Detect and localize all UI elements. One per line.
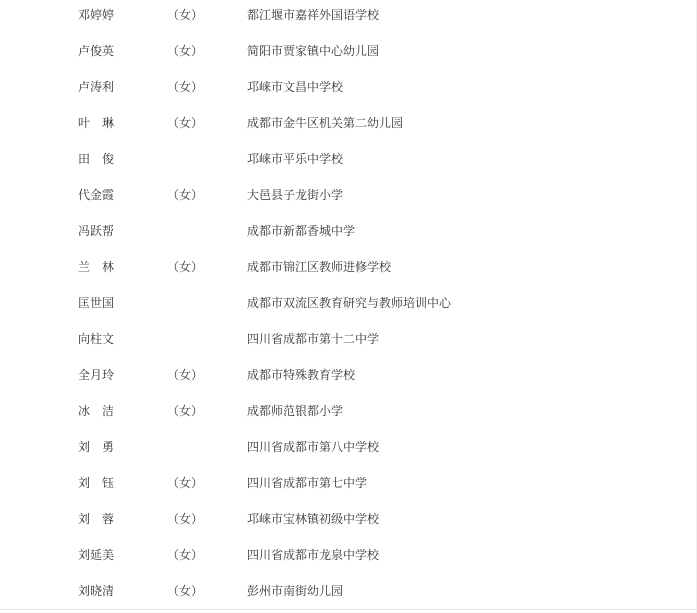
- person-name: 邓婷婷: [78, 8, 115, 22]
- person-name: 刘晓清: [78, 584, 115, 598]
- gender-note: （女）: [167, 116, 204, 130]
- gender-note: （女）: [167, 188, 204, 202]
- school-name: 都江堰市嘉祥外国语学校: [247, 8, 380, 22]
- list-item: [0, 213, 697, 249]
- school-name: 邛崃市文昌中学校: [247, 80, 344, 94]
- school-name: 四川省成都市第十二中学: [247, 332, 380, 346]
- person-name: 冯跃帮: [78, 224, 115, 238]
- list-item: [0, 573, 697, 609]
- gender-note: （女）: [167, 44, 204, 58]
- school-name: 四川省成都市第七中学: [247, 476, 368, 490]
- gender-note: （女）: [167, 368, 204, 382]
- list-item: [0, 465, 697, 501]
- person-name: 刘 蓉: [78, 512, 115, 526]
- school-name: 成都市双流区教育研究与教师培训中心: [247, 296, 452, 310]
- list-item: [0, 33, 697, 69]
- gender-note: （女）: [167, 548, 204, 562]
- list-item: [0, 141, 697, 177]
- list-item: [0, 69, 697, 105]
- person-name: 刘 勇: [78, 440, 115, 454]
- person-name: 卢涛利: [78, 80, 115, 94]
- school-name: 成都市新都香城中学: [247, 224, 356, 238]
- school-name: 四川省成都市第八中学校: [247, 440, 380, 454]
- divider: [0, 609, 697, 610]
- list-item: [0, 285, 697, 321]
- list-item: [0, 429, 697, 465]
- person-name: 刘延美: [78, 548, 115, 562]
- person-name: 匡世国: [78, 296, 115, 310]
- list-item: [0, 321, 697, 357]
- school-name: 成都师范银都小学: [247, 404, 344, 418]
- list-item: [0, 393, 697, 429]
- gender-note: （女）: [167, 476, 204, 490]
- school-name: 彭州市南街幼儿园: [247, 584, 344, 598]
- gender-note: （女）: [167, 584, 204, 598]
- list-item: [0, 105, 697, 141]
- gender-note: （女）: [167, 8, 204, 22]
- list-item: [0, 501, 697, 537]
- school-name: 邛崃市平乐中学校: [247, 152, 344, 166]
- person-name: 卢俊英: [78, 44, 115, 58]
- list-item: [0, 177, 697, 213]
- person-name: 全月玲: [78, 368, 115, 382]
- school-name: 简阳市贾家镇中心幼儿园: [247, 44, 380, 58]
- person-name: 刘 钰: [78, 476, 115, 490]
- list-item: [0, 249, 697, 285]
- gender-note: （女）: [167, 260, 204, 274]
- school-name: 成都市特殊教育学校: [247, 368, 356, 382]
- person-name: 冰 洁: [78, 404, 115, 418]
- person-name: 田 俊: [78, 152, 115, 166]
- gender-note: （女）: [167, 512, 204, 526]
- person-name: 向柱文: [78, 332, 115, 346]
- list-item: [0, 537, 697, 573]
- school-name: 成都市锦江区教师进修学校: [247, 260, 392, 274]
- school-name: 四川省成都市龙泉中学校: [247, 548, 380, 562]
- person-name: 叶 琳: [78, 116, 115, 130]
- gender-note: （女）: [167, 80, 204, 94]
- person-name: 代金霞: [78, 188, 115, 202]
- person-name: 兰 林: [78, 260, 115, 274]
- gender-note: （女）: [167, 404, 204, 418]
- list-item: [0, 357, 697, 393]
- list-item: [0, 0, 697, 33]
- school-name: 邛崃市宝林镇初级中学校: [247, 512, 380, 526]
- school-name: 成都市金牛区机关第二幼儿园: [247, 116, 404, 130]
- school-name: 大邑县子龙街小学: [247, 188, 344, 202]
